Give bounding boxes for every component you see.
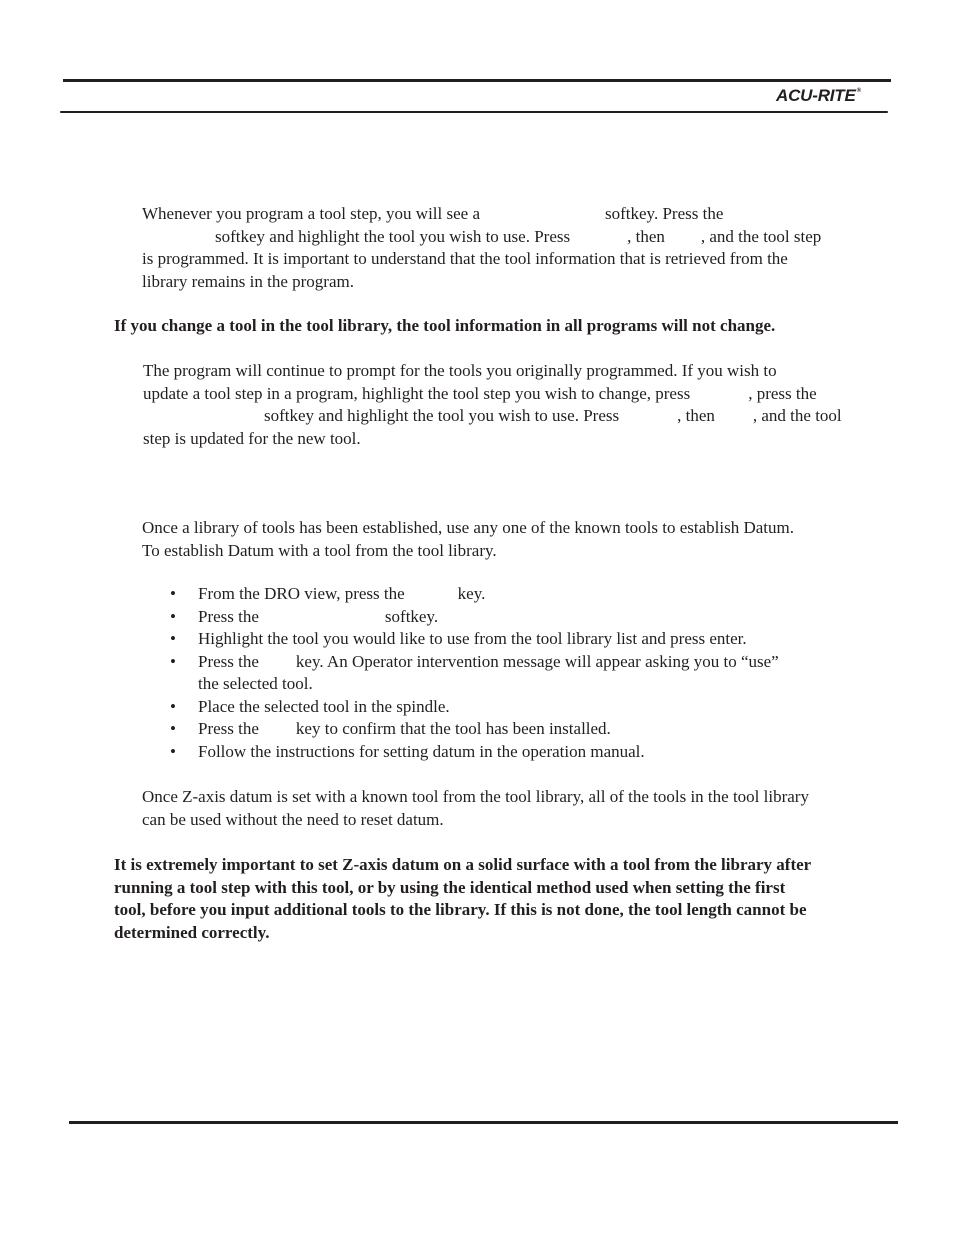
- footer-rule: [69, 1121, 898, 1124]
- list-item: • From the DRO view, press the key.: [170, 584, 486, 603]
- list-item: • Press the key to confirm that the tool has been installed.: [170, 719, 611, 738]
- paragraph-z-axis-datum: Once Z-axis datum is set with a known tool from the tool library, all of the tools in the tool library can be used without the need to reset datum.: [142, 787, 809, 829]
- list-item-continuation: the selected tool.: [198, 674, 313, 693]
- list-item: • Press the softkey.: [170, 606, 439, 626]
- header-underline: [60, 111, 888, 113]
- list-item: • Highlight the tool you would like to use from the tool library list and press enter.: [170, 629, 747, 648]
- warning-tool-change: If you change a tool in the tool library, the tool information in all programs will not change.: [114, 316, 776, 335]
- paragraph-establish-datum: Once a library of tools has been established, use any one of the known tools to establish Datum. To establish Datum with a tool from the tool library.: [142, 518, 794, 560]
- datum-steps-list: [168, 583, 779, 763]
- acu-rite-logo: ACU-RITE®: [776, 86, 861, 105]
- warning-z-axis-datum: It is extremely important to set Z-axis datum on a solid surface with a tool from the library after running a tool step with this tool, or by using the identical method used when setting the first tool, before you input additional tools to the library. If this is not done, the tool length cannot be determined correctly.: [114, 855, 812, 942]
- paragraph-update-tool-step: The program will continue to prompt for the tools you originally programmed. If you wish to update a tool step in a program, highlight the tool step you wish to change, press , press the softkey and highlight the tool you wish to use. Press , then , and the tool step is updated for the new tool.: [143, 361, 842, 448]
- header-rule: [63, 79, 891, 82]
- list-item: • Follow the instructions for setting datum in the operation manual.: [170, 741, 645, 761]
- registered-mark: ®: [856, 88, 861, 94]
- list-item: • Press the key. An Operator intervention message will appear asking you to “use”: [170, 651, 779, 671]
- list-item: • Place the selected tool in the spindle.: [170, 696, 450, 716]
- paragraph-tool-step: Whenever you program a tool step, you will see a softkey. Press the softkey and highlight the tool you wish to use. Press , then , and the tool step is programmed. It is important to understand that the tool information that is retrieved from the library remains in the program.: [142, 204, 822, 291]
